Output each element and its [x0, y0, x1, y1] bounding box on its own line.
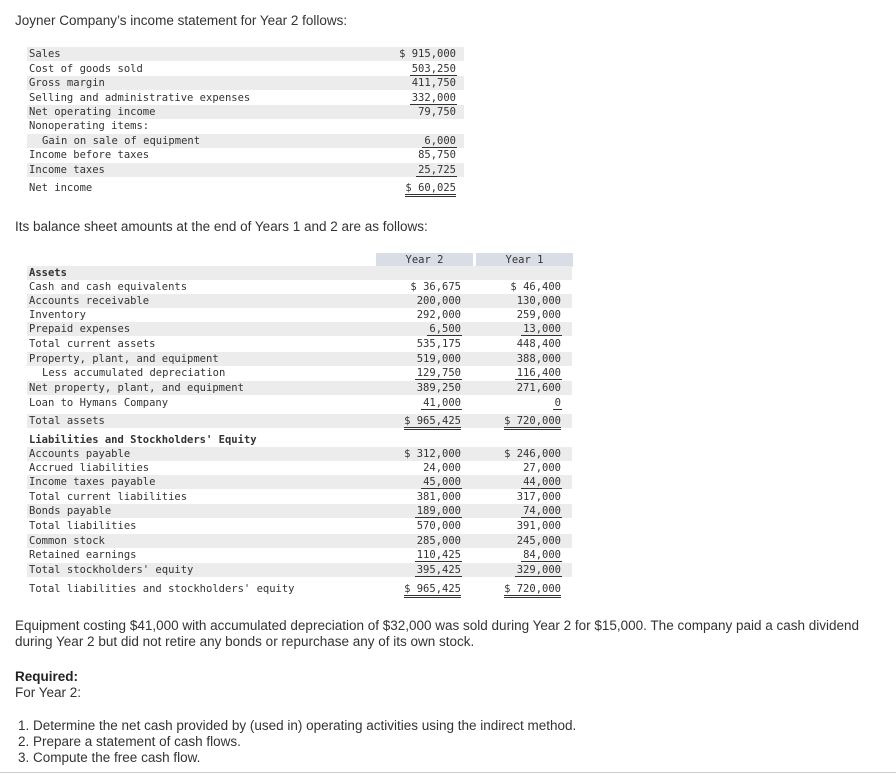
bs-value-year1: $ 46,400: [510, 281, 561, 293]
bs-label: Net property, plant, and equipment: [29, 382, 244, 394]
requirement-item: 2. Prepare a statement of cash flows.: [18, 734, 241, 749]
bs-row-accumulated-depreciation: [27, 366, 572, 380]
bs-row-accounts-receivable: [27, 294, 572, 308]
bs-value-year2: 535,175: [416, 338, 461, 350]
is-row-income-taxes: [27, 163, 464, 177]
bs-value-year1: 116,400: [516, 367, 561, 379]
is-row-net-operating-income: [27, 105, 464, 119]
requirement-item: 3. Compute the free cash flow.: [18, 750, 201, 765]
bs-value-year2: 41,000: [423, 397, 461, 409]
bs-row-common-stock: [27, 534, 572, 548]
bs-row-prepaid-expenses: [27, 322, 572, 336]
required-sub: For Year 2:: [15, 685, 82, 700]
header-year-1: Year 1: [476, 253, 573, 267]
bs-row-liabilities-heading: [27, 433, 572, 447]
bs-label: Loan to Hymans Company: [29, 397, 169, 409]
bs-value-year1: 84,000: [523, 549, 561, 561]
bs-label: Accounts payable: [29, 448, 131, 460]
bs-row-income-taxes-payable: [27, 475, 572, 489]
bs-value-year1: 74,000: [523, 505, 561, 517]
bs-value-year1: 388,000: [516, 353, 561, 365]
bs-row-assets-heading: [27, 266, 572, 280]
bs-row-total-assets: [27, 414, 572, 428]
balance-intro-text: Its balance sheet amounts at the end of Years 1 and 2 are as follows:: [15, 219, 428, 234]
bs-label: Inventory: [29, 309, 86, 321]
bs-label: Total liabilities and stockholders' equity: [29, 583, 295, 595]
bs-row-total-current-liabilities: [27, 490, 572, 504]
bs-value-year2: 189,000: [416, 505, 461, 517]
is-label: Income taxes: [29, 164, 105, 176]
bs-row-cash: [27, 280, 572, 294]
required-label: Required:: [15, 669, 79, 684]
bs-value-year2: 395,425: [416, 564, 461, 576]
is-row-sga: [27, 91, 464, 105]
bs-value-year2: 519,000: [416, 353, 461, 365]
bs-label: Total liabilities: [29, 520, 137, 532]
bs-value-year1: 391,000: [516, 520, 561, 532]
is-row-gain-on-sale: [27, 134, 464, 148]
bs-value-year2: 389,250: [416, 382, 461, 394]
bs-value-year1: 44,000: [523, 476, 561, 488]
is-row-sales: [27, 47, 464, 61]
bs-value-year2: 6,500: [429, 323, 461, 335]
is-row-income-before-taxes: [27, 148, 464, 162]
bs-row-total-stockholders-equity: [27, 563, 572, 577]
is-row-cogs: [27, 62, 464, 76]
is-label: Selling and administrative expenses: [29, 92, 251, 104]
bottom-divider: [0, 772, 896, 773]
bs-row-total-current-assets: [27, 337, 572, 351]
is-label: Nonoperating items:: [29, 120, 150, 132]
bs-value-year1: 317,000: [516, 491, 561, 503]
is-label: Net income: [29, 182, 93, 194]
bs-row-inventory: [27, 308, 572, 322]
bs-label: Income taxes payable: [29, 476, 156, 488]
bs-value-year1: $ 246,000: [504, 448, 561, 460]
bs-label: Total current liabilities: [29, 491, 188, 503]
bs-value-year2: $ 965,425: [404, 582, 461, 598]
bs-value-year2: 24,000: [423, 462, 461, 474]
bs-value-year1: 13,000: [523, 323, 561, 335]
bs-value-year2: 570,000: [416, 520, 461, 532]
is-value: 503,250: [411, 63, 456, 75]
is-label: Net operating income: [29, 106, 156, 118]
bs-value-year2: $ 312,000: [404, 448, 461, 460]
bs-value-year2: 110,425: [416, 549, 461, 561]
bs-label: Less accumulated depreciation: [42, 367, 226, 379]
bs-value-year1: 448,400: [516, 338, 561, 350]
bs-value-year1: 271,600: [516, 382, 561, 394]
bs-row-loan-to-hymans: [27, 396, 572, 410]
is-row-nonoperating: [27, 119, 464, 133]
bs-label: Total stockholders' equity: [29, 564, 194, 576]
intro-text: Joyner Company’s income statement for Year 2 follows:: [15, 13, 348, 28]
bs-row-net-ppe: [27, 381, 572, 395]
bs-label: Common stock: [29, 535, 105, 547]
bs-row-ppe: [27, 352, 572, 366]
bs-value-year2: 285,000: [416, 535, 461, 547]
bs-row-total-liabilities: [27, 519, 572, 533]
is-label: Sales: [29, 48, 61, 60]
bs-value-year1: $ 720,000: [504, 414, 561, 430]
bs-value-year2: $ 965,425: [404, 414, 461, 430]
bs-value-year2: $ 36,675: [410, 281, 461, 293]
bs-value-year1: 259,000: [516, 309, 561, 321]
is-value: 79,750: [418, 106, 456, 118]
is-label: Cost of goods sold: [29, 63, 143, 75]
bs-label: Total current assets: [29, 338, 156, 350]
bs-value-year2: 129,750: [416, 367, 461, 379]
is-row-net-income: [27, 181, 464, 195]
header-year-2: Year 2: [376, 253, 473, 267]
bs-label: Total assets: [29, 415, 105, 427]
is-value: $ 915,000: [399, 48, 456, 60]
bs-value-year1: 27,000: [523, 462, 561, 474]
bs-label: Accounts receivable: [29, 295, 150, 307]
bs-value-year1: 329,000: [516, 564, 561, 576]
is-label: Gross margin: [29, 77, 105, 89]
is-value: 25,725: [418, 164, 456, 176]
bs-row-bonds-payable: [27, 504, 572, 518]
bs-row-total-liabilities-and-equity: [27, 582, 572, 596]
bs-row-retained-earnings: [27, 548, 572, 562]
bs-label: Retained earnings: [29, 549, 137, 561]
is-value: 85,750: [418, 149, 456, 161]
bs-label: Accrued liabilities: [29, 462, 150, 474]
is-value: 411,750: [411, 77, 456, 89]
bs-row-accrued-liabilities: [27, 461, 572, 475]
bs-label: Assets: [29, 267, 67, 279]
bs-value-year1: 245,000: [516, 535, 561, 547]
requirement-item: 1. Determine the net cash provided by (used in) operating activities using the indirect method.: [18, 718, 577, 733]
is-value: 6,000: [424, 135, 456, 147]
equipment-note: Equipment costing $41,000 with accumulated depreciation of $32,000 was sold during Year 2 for $15,000. The company paid a cash dividend during Year 2 but did not retire any bonds or repurchase any of its own stock.: [15, 618, 860, 649]
is-value: 332,000: [411, 92, 456, 104]
is-value: $ 60,025: [405, 181, 456, 197]
bs-label: Property, plant, and equipment: [29, 353, 219, 365]
bs-label: Prepaid expenses: [29, 323, 131, 335]
bs-label: Cash and cash equivalents: [29, 281, 188, 293]
bs-row-accounts-payable: [27, 447, 572, 461]
bs-value-year2: 292,000: [416, 309, 461, 321]
bs-label: Bonds payable: [29, 505, 112, 517]
is-row-gross-margin: [27, 76, 464, 90]
bs-value-year2: 200,000: [416, 295, 461, 307]
bs-value-year2: 45,000: [423, 476, 461, 488]
is-label: Gain on sale of equipment: [42, 135, 201, 147]
bs-value-year1: 0: [554, 397, 561, 409]
bs-value-year2: 381,000: [416, 491, 461, 503]
bs-value-year1: $ 720,000: [504, 582, 561, 598]
bs-value-year1: 130,000: [516, 295, 561, 307]
is-label: Income before taxes: [29, 149, 150, 161]
bs-label: Liabilities and Stockholders' Equity: [29, 434, 257, 446]
